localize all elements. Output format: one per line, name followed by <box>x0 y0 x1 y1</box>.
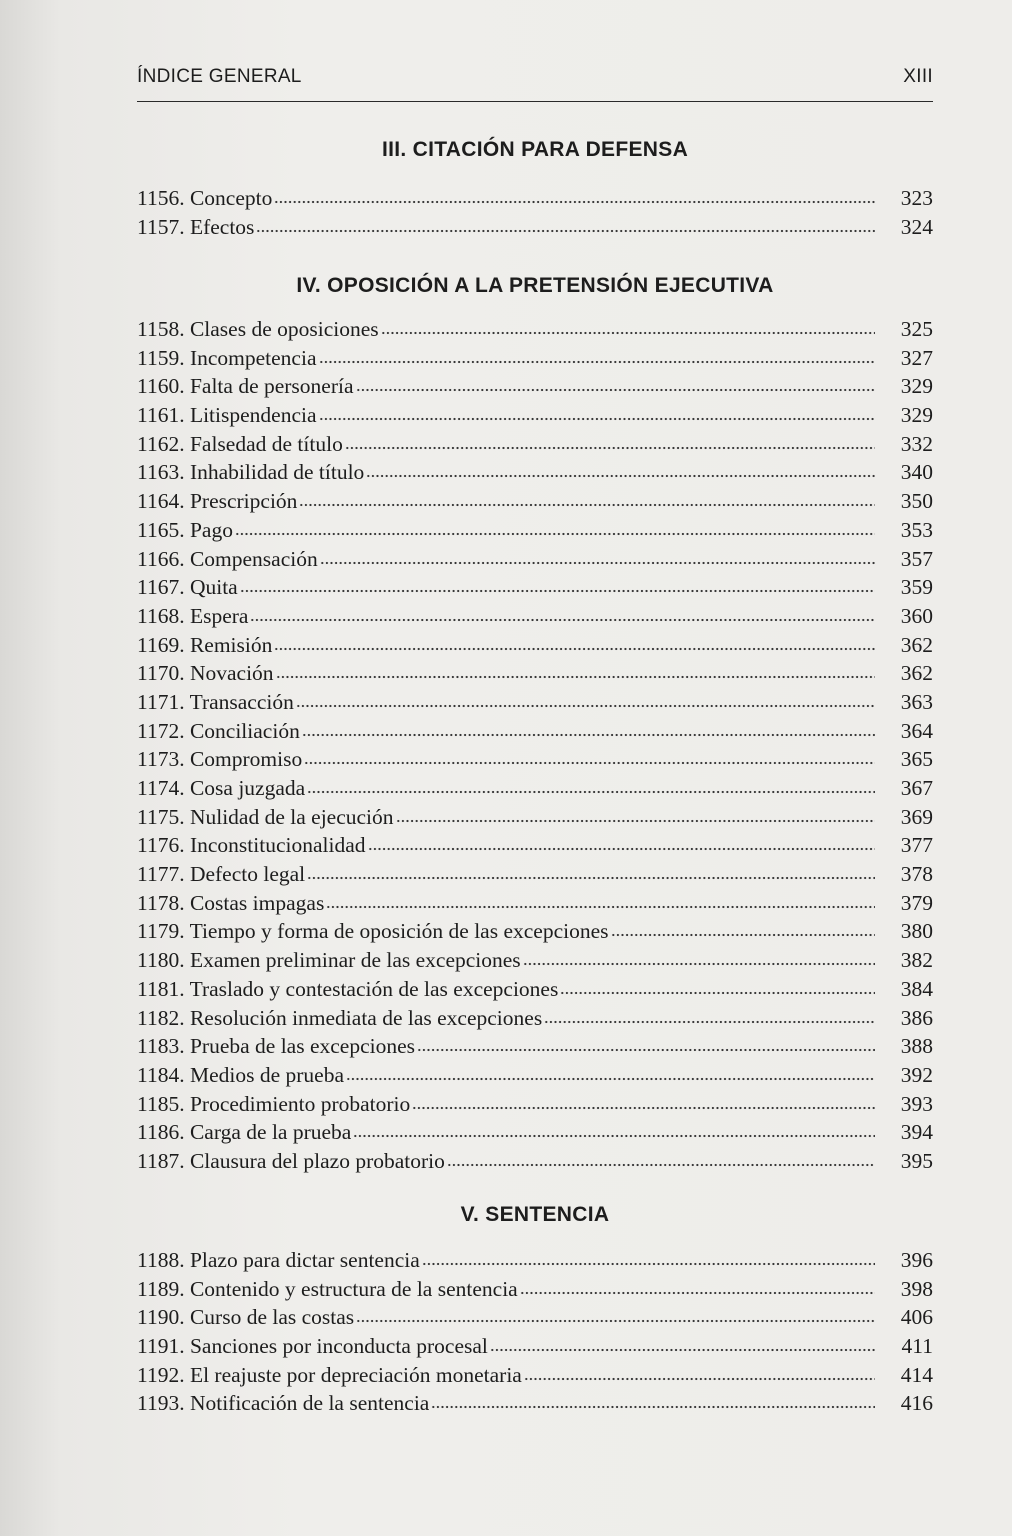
leader-dots <box>524 1377 875 1381</box>
toc-entry-label: 1192. El reajuste por depreciación monetaria <box>137 1362 522 1387</box>
toc-entry[interactable] <box>137 317 933 346</box>
toc-entry[interactable] <box>137 1305 933 1334</box>
section-heading-oposicion: IV. OPOSICIÓN A LA PRETENSIÓN EJECUTIVA <box>296 274 774 297</box>
toc-entry-label: 1179. Tiempo y forma de oposición de las excepciones <box>137 919 609 944</box>
toc-entry-page: 393 <box>900 1091 933 1116</box>
toc-entry-page: 357 <box>900 546 933 571</box>
leader-dots <box>319 360 876 364</box>
leader-dots <box>319 417 875 421</box>
toc-entry-label: 1190. Curso de las costas <box>137 1305 355 1330</box>
toc-entry[interactable] <box>137 460 933 489</box>
toc-entry[interactable] <box>137 919 933 948</box>
leader-dots <box>345 446 875 450</box>
leader-dots <box>304 761 875 765</box>
toc-entry-label: 1166. Compensación <box>137 546 318 571</box>
toc-entry[interactable] <box>137 547 933 576</box>
toc-entry-page: 398 <box>900 1276 933 1301</box>
section-heading-sentencia: V. SENTENCIA <box>460 1203 610 1226</box>
running-head-title: ÍNDICE GENERAL <box>137 66 302 87</box>
leader-dots <box>412 1106 875 1110</box>
leader-dots <box>490 1348 875 1352</box>
toc-entry[interactable] <box>137 186 933 215</box>
toc-list-citacion <box>137 186 933 243</box>
toc-entry-page: 411 <box>901 1334 933 1359</box>
toc-entry-label: 1156. Concepto <box>137 186 273 210</box>
toc-entry[interactable] <box>137 1363 933 1392</box>
toc-entry[interactable] <box>137 747 933 776</box>
toc-entry-label: 1191. Sanciones por inconducta procesal <box>137 1334 488 1359</box>
toc-entry-label: 1158. Clases de oposiciones <box>137 317 379 341</box>
toc-entry-page: 350 <box>900 489 933 514</box>
toc-entry-label: 1165. Pago <box>137 517 233 542</box>
leader-dots <box>326 905 875 909</box>
toc-entry[interactable] <box>137 215 933 244</box>
toc-entry-page: 414 <box>900 1362 933 1387</box>
toc-entry-page: 392 <box>900 1062 933 1087</box>
leader-dots <box>381 331 875 335</box>
leader-dots <box>447 1163 875 1167</box>
toc-entry-page: 386 <box>900 1005 933 1030</box>
toc-entry-page: 388 <box>900 1034 933 1059</box>
toc-entry-label: 1176. Inconstitucionalidad <box>137 833 366 858</box>
toc-entry[interactable] <box>137 833 933 862</box>
leader-dots <box>274 647 875 651</box>
toc-entry-label: 1177. Defecto legal <box>137 862 306 887</box>
toc-entry[interactable] <box>137 403 933 432</box>
toc-entry-label: 1180. Examen preliminar de las excepciones <box>137 948 521 973</box>
toc-entry[interactable] <box>137 1092 933 1121</box>
toc-entry[interactable] <box>137 805 933 834</box>
leader-dots <box>353 1134 875 1138</box>
toc-entry-label: 1171. Transacción <box>137 689 294 714</box>
toc-entry[interactable] <box>137 690 933 719</box>
leader-dots <box>396 819 875 823</box>
toc-entry-page: 324 <box>900 214 933 239</box>
leader-dots <box>346 1077 875 1081</box>
toc-entry-label: 1189. Contenido y estructura de la sentencia <box>137 1276 518 1301</box>
toc-entry[interactable] <box>137 575 933 604</box>
toc-entry[interactable] <box>137 633 933 662</box>
leader-dots <box>307 790 875 794</box>
leader-dots <box>368 847 876 851</box>
toc-entry[interactable] <box>137 518 933 547</box>
toc-entry-label: 1172. Conciliación <box>137 718 300 743</box>
toc-entry-label: 1163. Inhabilidad de título <box>137 460 365 485</box>
toc-entry-page: 325 <box>900 317 933 341</box>
toc-entry[interactable] <box>137 1277 933 1306</box>
toc-entry-label: 1174. Cosa juzgada <box>137 776 306 800</box>
leader-dots <box>307 876 875 880</box>
toc-entry-page: 396 <box>900 1248 933 1272</box>
leader-dots <box>356 388 875 392</box>
toc-entry-page: 329 <box>900 374 933 399</box>
toc-entry-page: 369 <box>900 804 933 829</box>
toc-entry[interactable] <box>137 1334 933 1363</box>
toc-entry-page: 395 <box>900 1148 933 1173</box>
toc-entry[interactable] <box>137 1006 933 1035</box>
toc-entry-label: 1182. Resolución inmediata de las excepciones <box>137 1005 543 1030</box>
toc-entry-page: 364 <box>900 718 933 743</box>
toc-entry[interactable] <box>137 489 933 518</box>
toc-entry-label: 1161. Litispendencia <box>137 403 317 428</box>
toc-list-sentencia <box>137 1248 933 1420</box>
leader-dots <box>274 200 875 204</box>
toc-entry-page: 382 <box>900 948 933 973</box>
leader-dots <box>296 704 875 708</box>
page-number-roman: XIII <box>903 66 933 87</box>
toc-entry[interactable] <box>137 719 933 748</box>
leader-dots <box>256 229 875 233</box>
toc-entry-page: 329 <box>900 403 933 428</box>
toc-entry-page: 327 <box>900 345 933 370</box>
leader-dots <box>250 618 875 622</box>
leader-dots <box>299 503 875 507</box>
leader-dots <box>520 1291 875 1295</box>
toc-entry-page: 360 <box>900 603 933 628</box>
toc-entry-page: 353 <box>900 517 933 542</box>
toc-entry[interactable] <box>137 374 933 403</box>
toc-entry[interactable] <box>137 604 933 633</box>
toc-entry[interactable] <box>137 346 933 375</box>
toc-entry-label: 1181. Traslado y contestación de las excepciones <box>137 976 559 1001</box>
toc-entry-label: 1184. Medios de prueba <box>137 1062 344 1087</box>
toc-entry[interactable] <box>137 661 933 690</box>
toc-entry[interactable] <box>137 977 933 1006</box>
leader-dots <box>366 474 875 478</box>
toc-entry-label: 1175. Nulidad de la ejecución <box>137 804 394 829</box>
toc-entry-label: 1168. Espera <box>137 603 249 628</box>
toc-entry-page: 384 <box>900 976 933 1001</box>
toc-entry-label: 1173. Compromiso <box>137 747 303 772</box>
toc-entry[interactable] <box>137 1063 933 1092</box>
leader-dots <box>417 1048 875 1052</box>
leader-dots <box>240 589 875 593</box>
toc-entry-label: 1159. Incompetencia <box>137 345 317 370</box>
toc-entry-page: 363 <box>900 689 933 714</box>
toc-entry-label: 1157. Efectos <box>137 214 255 239</box>
toc-entry-label: 1183. Prueba de las excepciones <box>137 1034 416 1059</box>
toc-entry-label: 1169. Remisión <box>137 632 273 657</box>
toc-entry[interactable] <box>137 1034 933 1063</box>
leader-dots <box>276 675 875 679</box>
toc-entry-page: 406 <box>900 1305 933 1330</box>
toc-entry-label: 1193. Notificación de la sentencia <box>137 1391 430 1416</box>
toc-entry-page: 394 <box>900 1120 933 1145</box>
leader-dots <box>422 1262 875 1266</box>
toc-entry[interactable] <box>137 1120 933 1149</box>
toc-entry-page: 323 <box>900 186 933 210</box>
toc-entry-label: 1162. Falsedad de título <box>137 431 343 456</box>
toc-entry-label: 1160. Falta de personería <box>137 374 354 399</box>
toc-entry-page: 340 <box>900 460 933 485</box>
toc-list-oposicion <box>137 317 933 1178</box>
toc-entry[interactable] <box>137 1391 933 1420</box>
toc-entry[interactable] <box>137 891 933 920</box>
toc-entry-label: 1164. Prescripción <box>137 489 298 514</box>
toc-entry-label: 1186. Carga de la prueba <box>137 1120 352 1145</box>
toc-entry[interactable] <box>137 862 933 891</box>
toc-entry-page: 378 <box>900 862 933 887</box>
running-head <box>137 66 933 94</box>
leader-dots <box>544 1020 875 1024</box>
toc-entry-label: 1167. Quita <box>137 575 238 600</box>
toc-entry[interactable] <box>137 948 933 977</box>
leader-dots <box>523 962 875 966</box>
toc-entry-page: 332 <box>900 431 933 456</box>
leader-dots <box>431 1405 875 1409</box>
leader-dots <box>302 733 875 737</box>
toc-entry-label: 1187. Clausura del plazo probatorio <box>137 1148 445 1173</box>
toc-entry-page: 380 <box>900 919 933 944</box>
toc-entry-page: 362 <box>900 632 933 657</box>
toc-entry-label: 1185. Procedimiento probatorio <box>137 1091 411 1116</box>
toc-entry-label: 1170. Novación <box>137 661 274 686</box>
toc-entry-page: 367 <box>900 776 933 800</box>
toc-entry-page: 416 <box>900 1391 933 1416</box>
leader-dots <box>560 991 875 995</box>
header-rule <box>137 101 933 102</box>
toc-entry-page: 359 <box>900 575 933 600</box>
leader-dots <box>611 933 875 937</box>
toc-entry-page: 379 <box>900 890 933 915</box>
toc-entry[interactable] <box>137 1248 933 1277</box>
toc-entry-page: 365 <box>900 747 933 772</box>
leader-dots <box>320 561 875 565</box>
toc-entry[interactable] <box>137 776 933 805</box>
toc-entry[interactable] <box>137 432 933 461</box>
toc-entry-label: 1188. Plazo para dictar sentencia <box>137 1248 420 1272</box>
toc-entry-page: 377 <box>900 833 933 858</box>
toc-entry-label: 1178. Costas impagas <box>137 890 325 915</box>
leader-dots <box>356 1319 875 1323</box>
toc-entry[interactable] <box>137 1149 933 1178</box>
section-heading-citacion: III. CITACIÓN PARA DEFENSA <box>381 138 689 161</box>
leader-dots <box>235 532 875 536</box>
toc-entry-page: 362 <box>900 661 933 686</box>
